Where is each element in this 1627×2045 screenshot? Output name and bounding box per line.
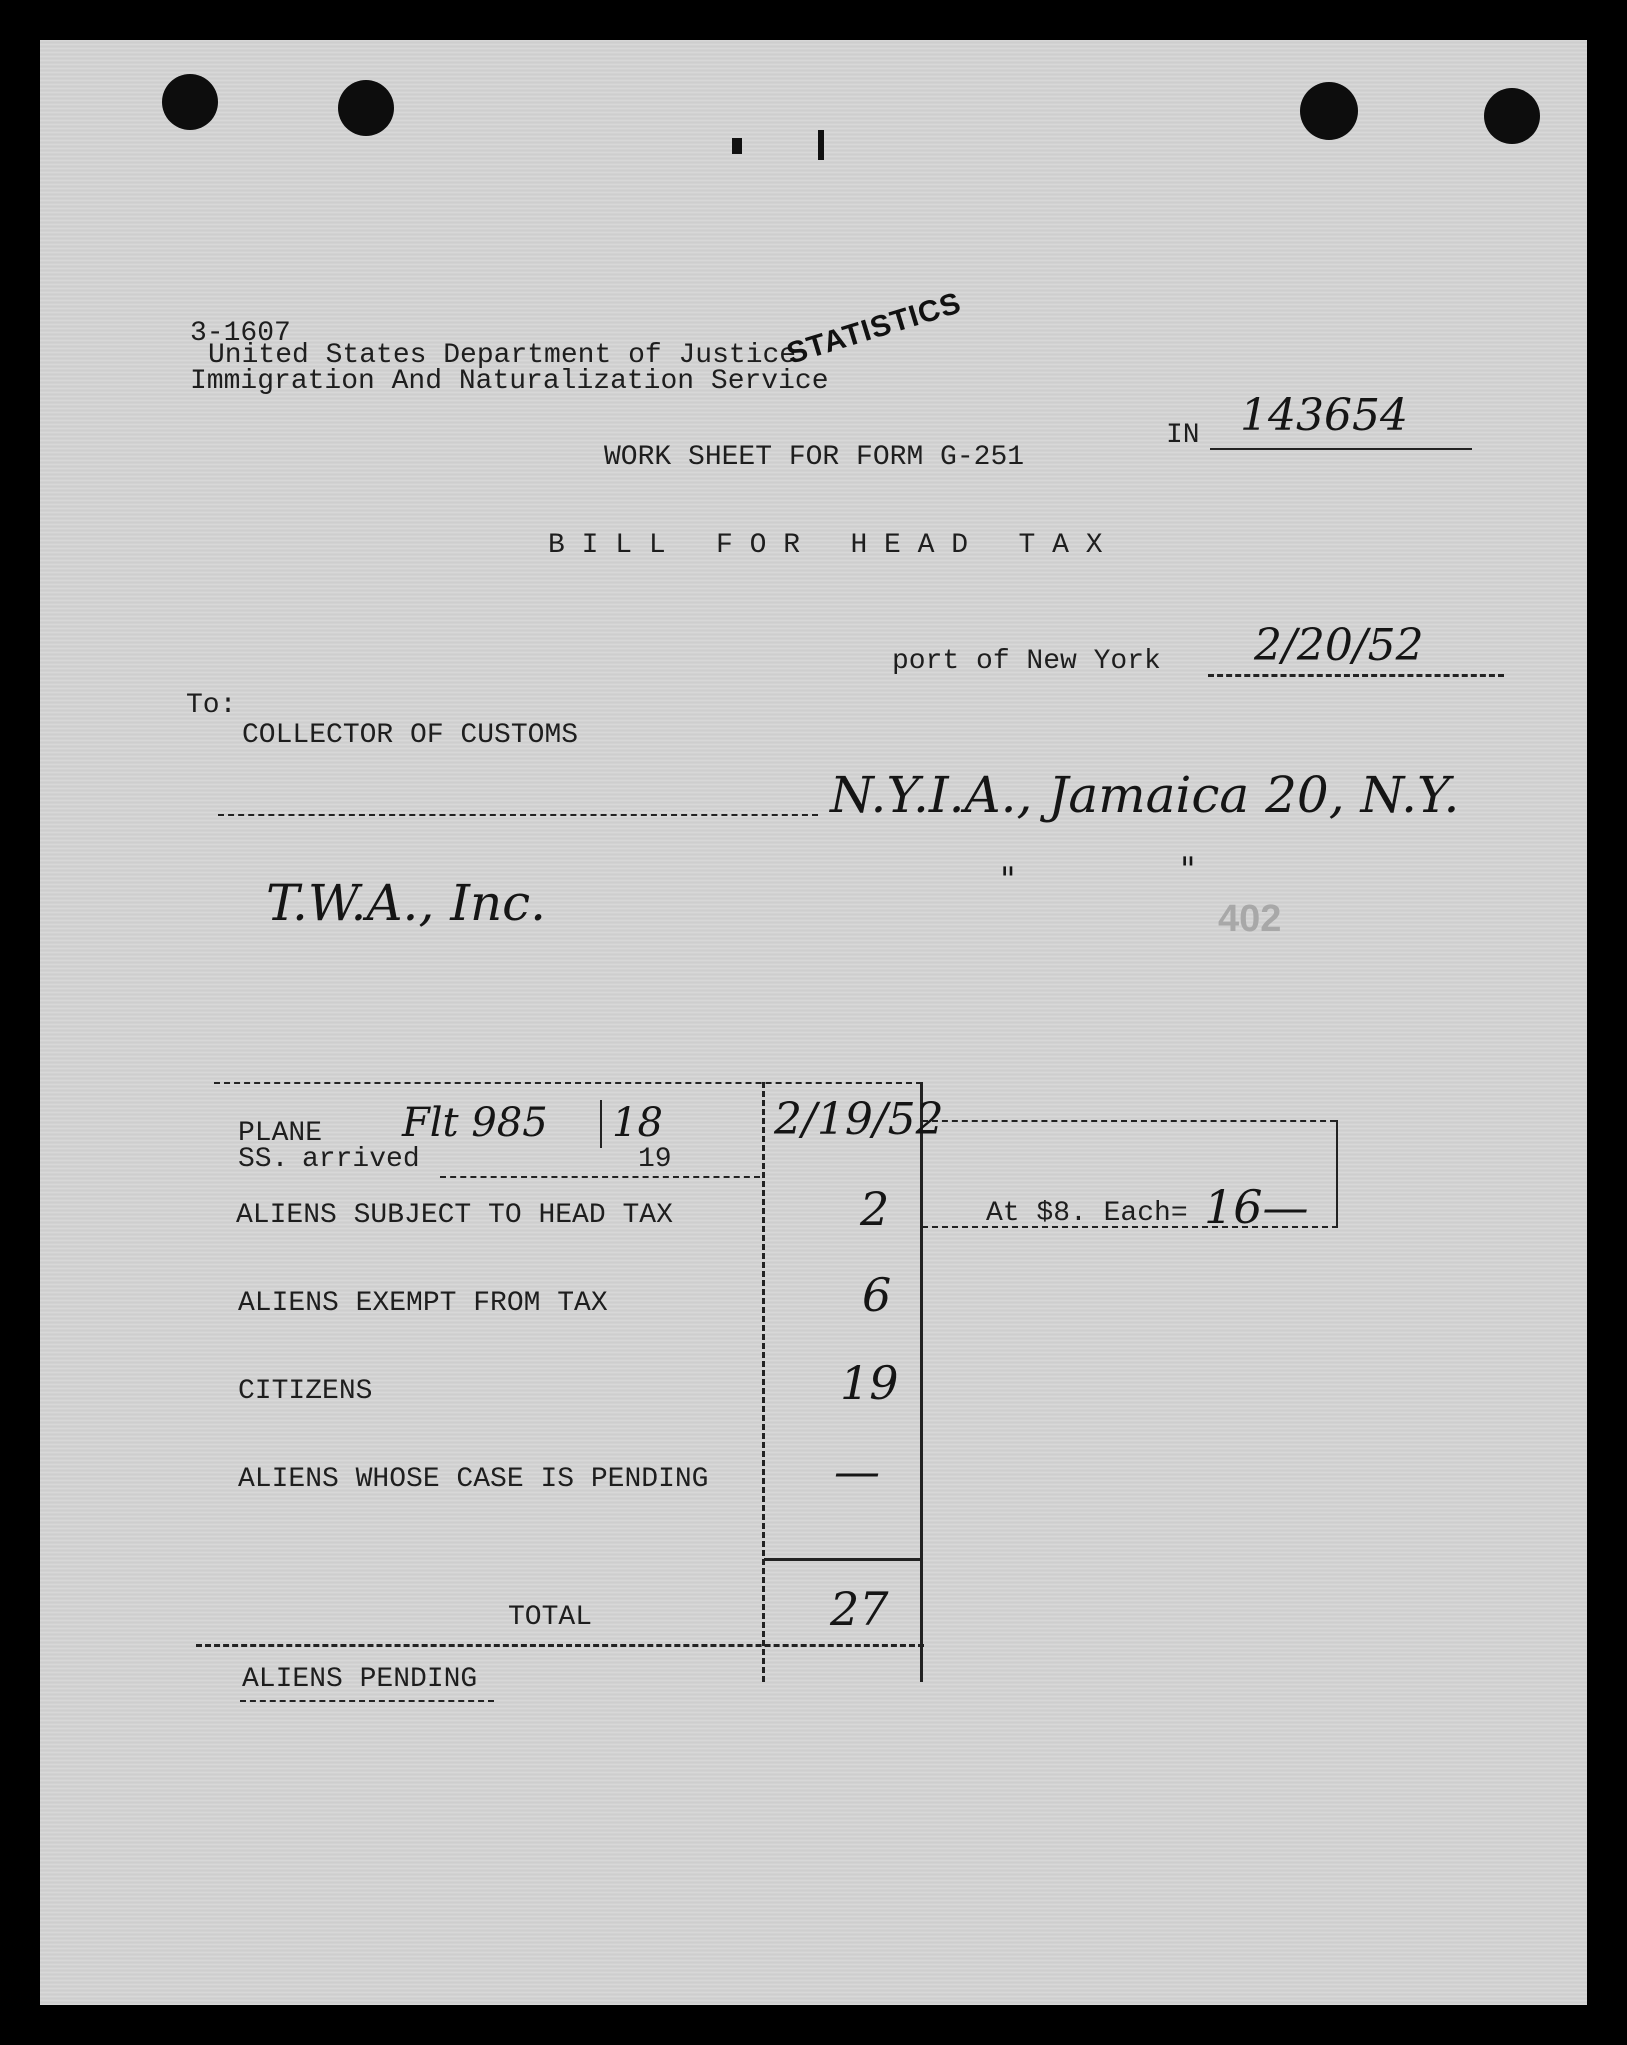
row-exempt-value: 6 (862, 1268, 892, 1322)
top-mark-2 (818, 130, 824, 160)
port-date-underline (1208, 674, 1504, 677)
table-top-line (214, 1082, 922, 1084)
total-value: 27 (830, 1582, 889, 1636)
rate-box-top (922, 1120, 1336, 1122)
address-line (218, 814, 818, 816)
faint-stamp-number: 402 (1218, 898, 1282, 940)
ditto-mark-2: " (1180, 850, 1196, 890)
table-divider-1 (762, 1082, 765, 1682)
statistics-stamp: STATISTICS (782, 286, 966, 371)
form-number: 3-1607 (190, 318, 291, 349)
row-citizens-value: 19 (840, 1356, 899, 1410)
company-handwritten: T.W.A., Inc. (266, 874, 547, 932)
aliens-pending-label: ALIENS PENDING (242, 1664, 478, 1695)
year-label: 19 (638, 1144, 672, 1175)
flight-suffix: 18 (612, 1100, 663, 1146)
flight-slash (600, 1100, 602, 1148)
punch-hole-4 (1484, 88, 1540, 144)
row-exempt-label: ALIENS EXEMPT FROM TAX (238, 1288, 608, 1319)
ditto-mark-1: " (1000, 860, 1016, 900)
table-bottom-line (196, 1644, 924, 1647)
punch-hole-3 (1300, 82, 1358, 140)
punch-hole-2 (338, 80, 394, 136)
bill-title: B I L L F O R H E A D T A X (548, 530, 1103, 561)
table-divider-2 (920, 1082, 923, 1682)
row-subject-value: 2 (860, 1182, 890, 1236)
rate-total: 16— (1204, 1180, 1309, 1234)
total-label: TOTAL (508, 1602, 593, 1633)
in-number: 143654 (1240, 390, 1408, 441)
arrived-underline (440, 1176, 760, 1178)
in-label: IN (1166, 420, 1200, 451)
arrival-date: 2/19/52 (774, 1094, 944, 1145)
document-page (40, 40, 1587, 2005)
to-label: To: (186, 690, 237, 721)
plane-flight: Flt 985 (402, 1100, 548, 1146)
address-handwritten: N.Y.I.A., Jamaica 20, N.Y. (830, 766, 1460, 824)
rate-label: At $8. Each= (986, 1198, 1188, 1229)
row-citizens-label: CITIZENS (238, 1376, 373, 1407)
aliens-pending-underline (240, 1700, 494, 1702)
row-pending-value: — (834, 1444, 880, 1498)
row-subject-label: ALIENS SUBJECT TO HEAD TAX (236, 1200, 673, 1231)
punch-hole-1 (162, 74, 218, 130)
arrived-label: arrived (302, 1144, 420, 1175)
row-pending-label: ALIENS WHOSE CASE IS PENDING (238, 1464, 709, 1495)
top-mark-1 (732, 138, 742, 154)
ss-label: SS. (238, 1144, 289, 1175)
collector-of-customs: COLLECTOR OF CUSTOMS (242, 720, 579, 751)
worksheet-title: WORK SHEET FOR FORM G-251 (604, 442, 1025, 473)
port-label: port of New York (892, 646, 1161, 677)
total-divider-line (764, 1558, 922, 1561)
rate-box-right (1336, 1120, 1338, 1226)
plane-label: PLANE (238, 1118, 323, 1149)
agency-line-1: United States Department of Justice (208, 340, 797, 371)
port-date: 2/20/52 (1254, 620, 1424, 671)
agency-line-2: Immigration And Naturalization Service (190, 366, 829, 397)
in-number-underline (1210, 448, 1472, 450)
